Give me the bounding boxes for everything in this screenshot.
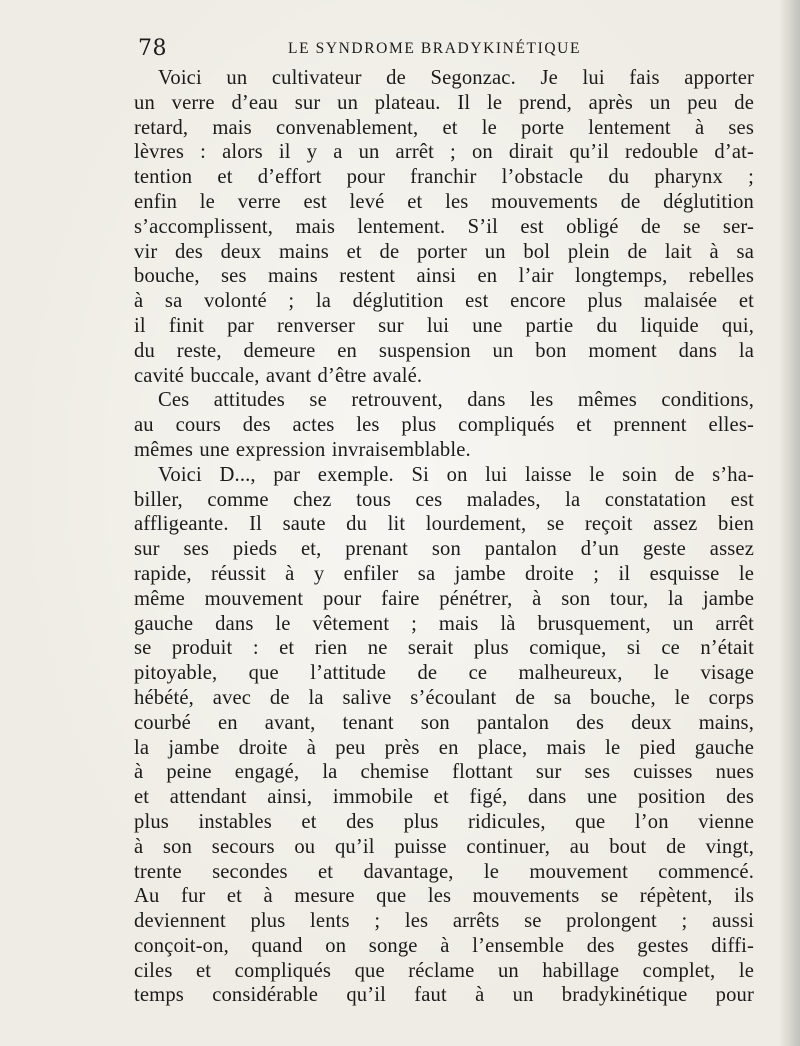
running-title: LE SYNDROME BRADYKINÉTIQUE [288,40,582,57]
text-line: au cours des actes les plus compliqués et prennent elles- [134,414,754,437]
text-line: sur ses pieds et, prenant son pantalon d’un geste assez [134,538,754,561]
text-line: se produit : et rien ne serait plus comique, si ce n’était [134,637,754,660]
text-line: ciles et compliqués que réclame un habillage complet, le [134,959,754,982]
text-line: du reste, demeure en suspension un bon moment dans la [134,339,754,362]
text-line: même mouvement pour faire pénétrer, à son tour, la jambe [134,587,754,610]
text-line: et attendant ainsi, immobile et figé, dans une position des [134,786,754,809]
page-number: 78 [138,36,167,61]
text-line: mêmes une expression invraisemblable. [134,438,471,461]
text-line: retard, mais convenablement, et le porte lentement à ses [134,116,754,139]
text-line: plus instables et des plus ridicules, que l’on vienne [134,810,754,833]
text-line: pitoyable, que l’attitude de ce malheureux, le visage [134,662,754,685]
text-line: hébété, avec de la salive s’écoulant de sa bouche, le corps [134,686,754,709]
text-line: s’accomplissent, mais lentement. S’il est obligé de se ser- [134,215,754,238]
text-line: deviennent plus lents ; les arrêts se prolongent ; aussi [134,910,754,933]
text-line: Voici un cultivateur de Segonzac. Je lui fais apporter [158,67,754,89]
text-line: un verre d’eau sur un plateau. Il le prend, après un peu de [134,91,754,114]
text-line: il finit par renverser sur lui une partie du liquide qui, [134,314,754,337]
text-line: à son secours ou qu’il puisse continuer, au bout de vingt, [134,835,754,858]
text-line: biller, comme chez tous ces malades, la constatation est [134,488,754,511]
text-line: affligeante. Il saute du lit lourdement, se reçoit assez bien [134,513,754,536]
text-line: bouche, ses mains restent ainsi en l’air longtemps, rebelles [134,265,754,288]
text-line: courbé en avant, tenant son pantalon des deux mains, [134,711,754,734]
page-edge-shadow [778,0,800,1046]
page-header [138,36,738,66]
text-line: Ces attitudes se retrouvent, dans les mêmes conditions, [158,389,754,412]
text-line: à peine engagé, la chemise flottant sur ses cuisses nues [134,761,754,784]
text-line: conçoit-on, quand on songe à l’ensemble des gestes diffi- [134,934,754,957]
text-line: cavité buccale, avant d’être avalé. [134,364,423,387]
text-line: la jambe droite à peu près en place, mais le pied gauche [134,736,754,759]
text-line: tention et d’effort pour franchir l’obstacle du pharynx ; [134,166,754,189]
body-text [134,66,754,1008]
text-line: Au fur et à mesure que les mouvements se répètent, ils [134,885,754,908]
text-line: enfin le verre est levé et les mouvements de déglutition [134,190,754,213]
text-line: temps considérable qu’il faut à un bradykinétique pour [134,984,754,1007]
text-line: lèvres : alors il y a un arrêt ; on dirait qu’il redouble d’at- [134,141,754,164]
text-line: à sa volonté ; la déglutition est encore plus malaisée et [134,290,754,313]
text-line: trente secondes et davantage, le mouvement commencé. [134,860,754,883]
text-line: gauche dans le vêtement ; mais là brusquement, un arrêt [134,612,754,635]
text-line: Voici D..., par exemple. Si on lui laisse le soin de s’ha- [158,463,754,486]
text-line: rapide, réussit à y enfiler sa jambe droite ; il esquisse le [134,562,754,585]
text-line: vir des deux mains et de porter un bol plein de lait à sa [134,240,754,263]
